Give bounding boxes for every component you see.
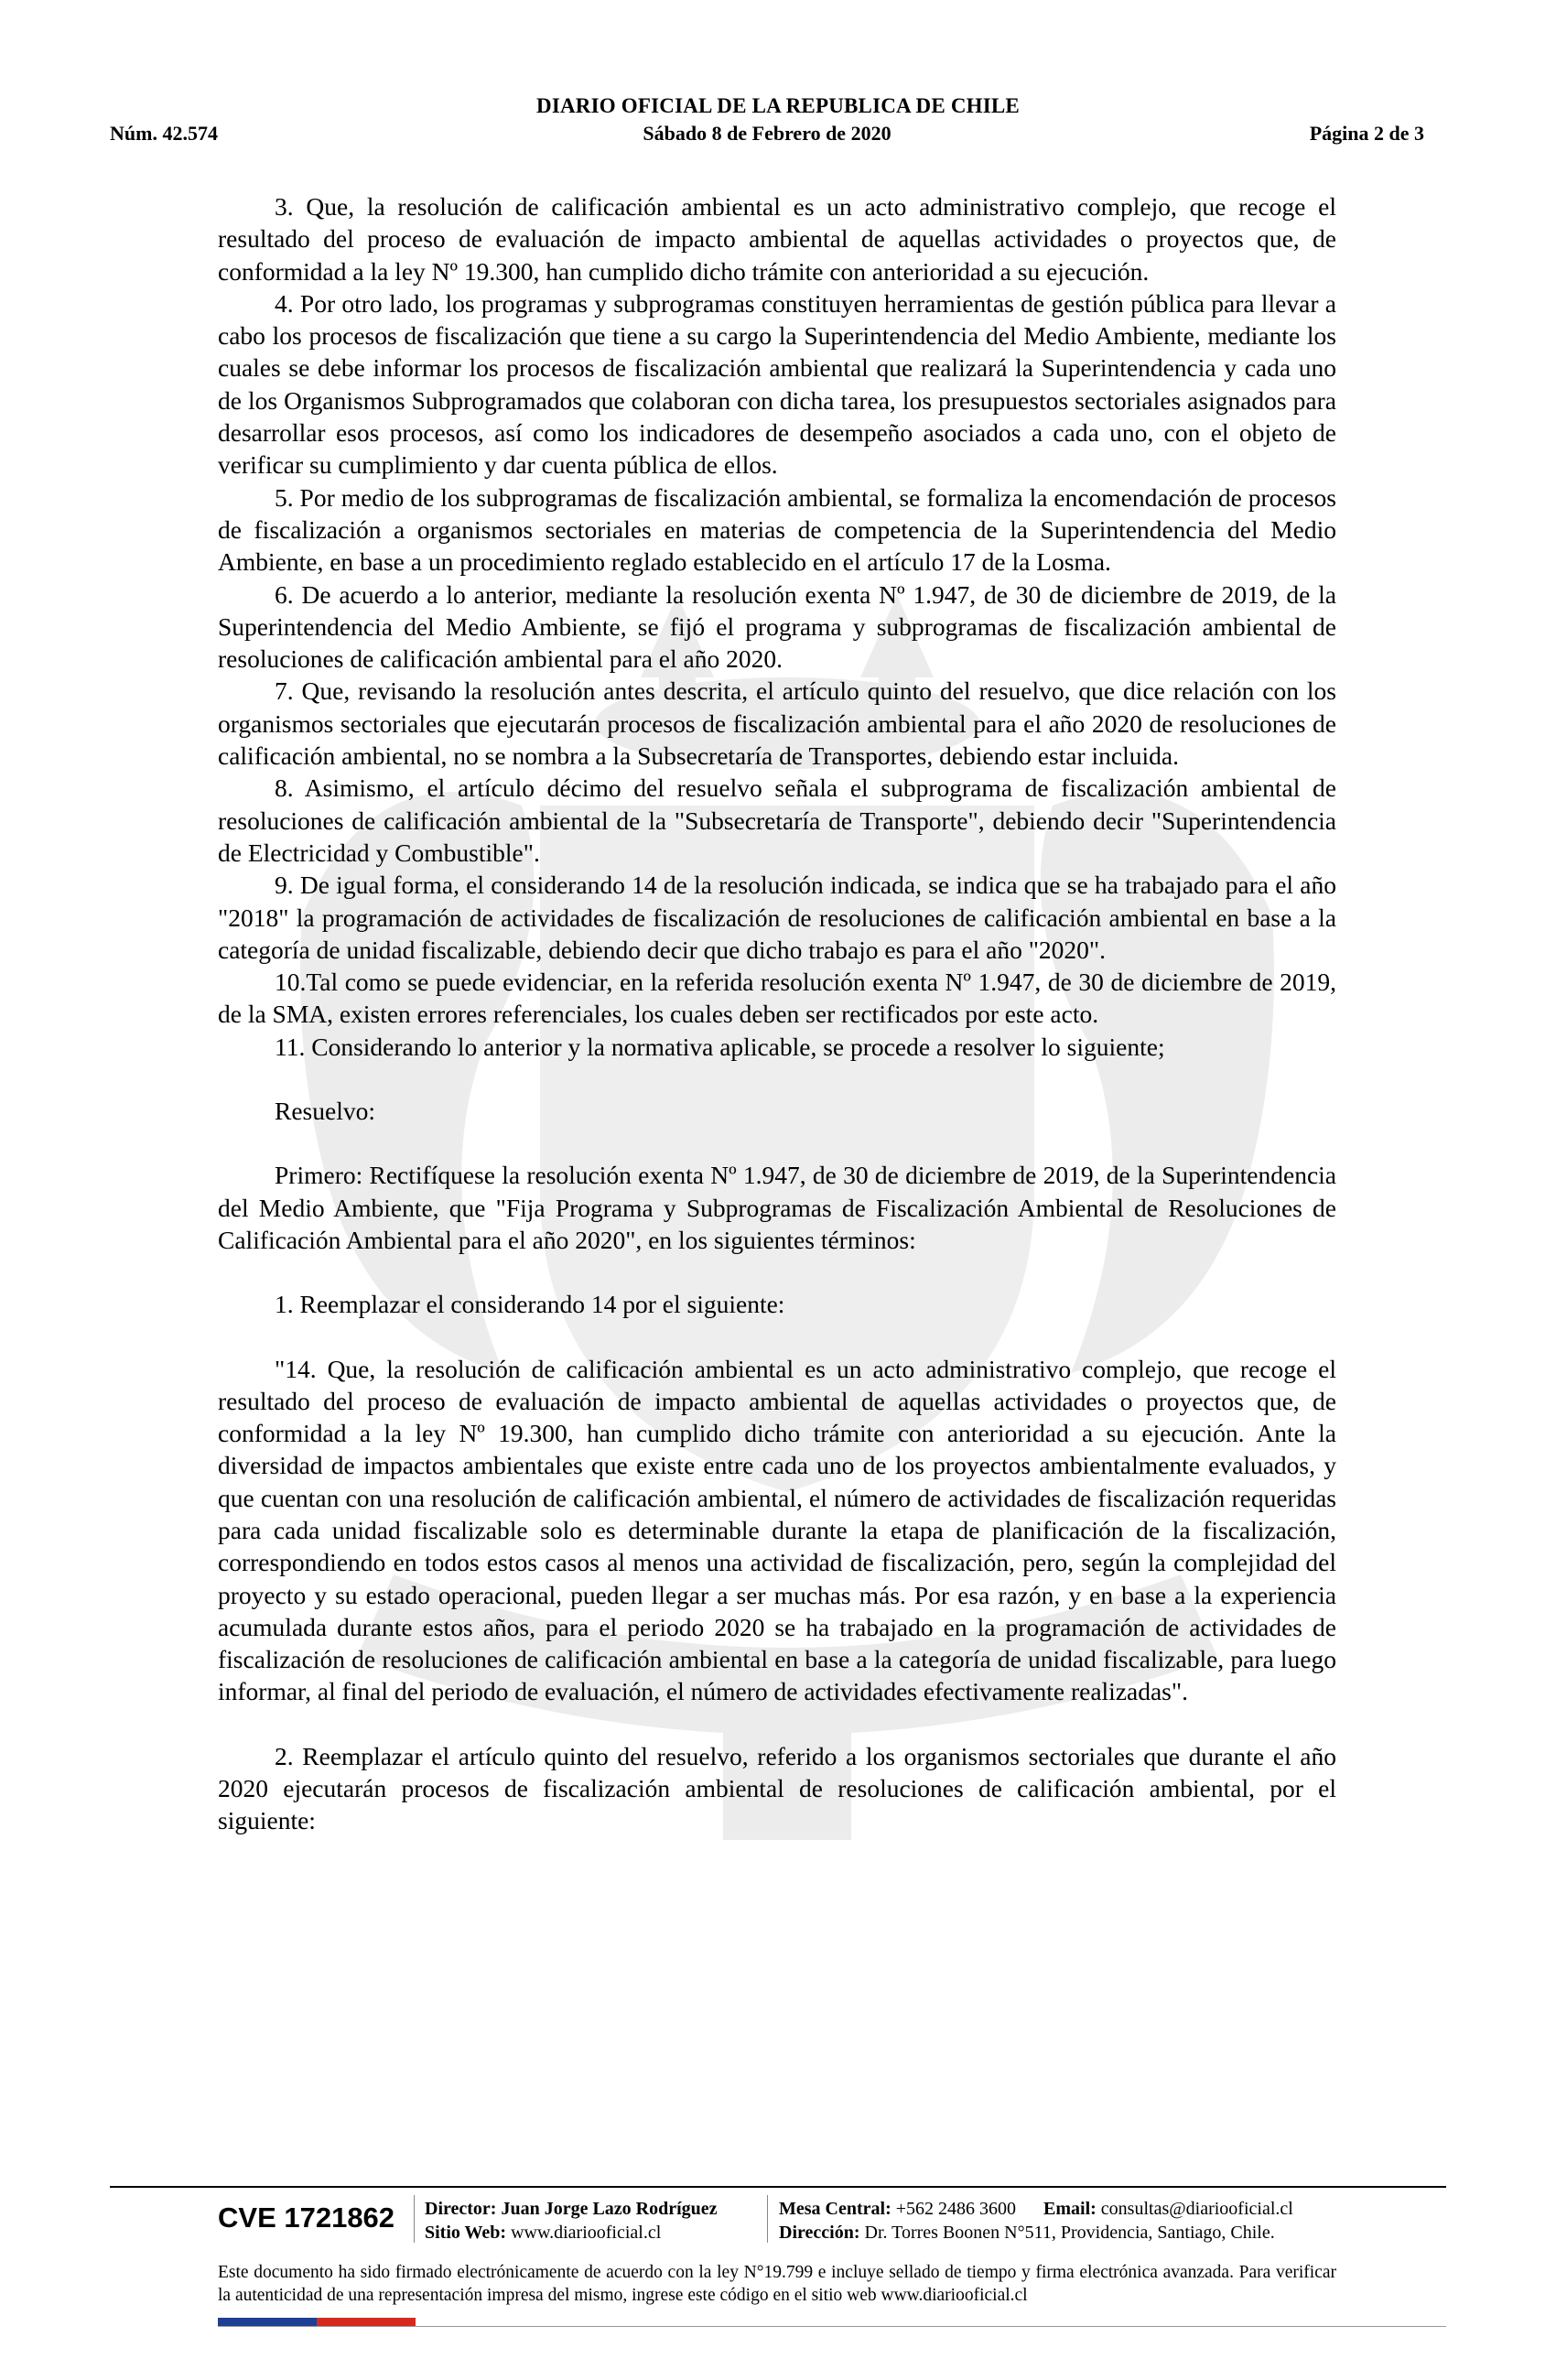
footer-director-column: [425, 2197, 718, 2245]
director-label: Director:: [425, 2199, 497, 2219]
footer-separator: [414, 2195, 415, 2243]
website-link[interactable]: www.diariooficial.cl: [511, 2223, 662, 2243]
document-body: [218, 190, 1336, 1837]
paragraph: 2. Reemplazar el artículo quinto del resuelvo, referido a los organismos sectoriales que durante el año 2020 ejecutarán procesos de fiscalización ambiental de resoluciones de calificación ambiental, por el siguiente:: [218, 1741, 1336, 1835]
director-name: Juan Jorge Lazo Rodríguez: [501, 2199, 718, 2219]
paragraph: 7. Que, revisando la resolución antes descrita, el artículo quinto del resuelvo, que dice relación con los organismos sectoriales que ejecutarán procesos de fiscalización ambiental para el año 2020 de resoluciones de calificación ambiental, no se nombra a la Subsecretaría de Transportes, debiendo estar incluida.: [218, 676, 1336, 771]
footer-divider: [110, 2186, 1446, 2188]
paragraph: Primero: Rectifíquese la resolución exenta Nº 1.947, de 30 de diciembre de 2019, de la Superintendencia del Medio Ambiente, que "Fija Programa y Subprogramas de Fiscalización Ambiental de Resoluciones de Calificación Ambiental para el año 2020", en los siguientes términos:: [218, 1161, 1336, 1254]
email-link[interactable]: consultas@diariooficial.cl: [1100, 2199, 1293, 2219]
chile-flag-stripe: [218, 2318, 416, 2326]
email-label: Email:: [1043, 2199, 1097, 2219]
resolution-heading: Resuelvo:: [275, 1097, 375, 1126]
paragraph: 8. Asimismo, el artículo décimo del resuelvo señala el subprograma de fiscalización ambiental de resoluciones de calificación ambiental de la "Subsecretaría de Transporte", debiendo decir "Superintendencia de Electricidad y Combustible".: [218, 774, 1336, 867]
website-label: Sitio Web:: [425, 2223, 507, 2243]
flag-red-segment: [317, 2318, 416, 2326]
paragraph: 1. Reemplazar el considerando 14 por el siguiente:: [275, 1290, 785, 1319]
paragraph: 10.Tal como se puede evidenciar, en la referida resolución exenta Nº 1.947, de 30 de diciembre de 2019, de la SMA, existen errores referenciales, los cuales deben ser rectificados por este acto.: [218, 968, 1336, 1029]
legal-notice: Este documento ha sido firmado electrónicamente de acuerdo con la ley N°19.799 e incluye sellado de tiempo y firma electrónica avanzada. Para verificar la autenticidad de una representación impresa del mismo, ingrese este código en el sitio web www.diariooficial.cl: [218, 2263, 1336, 2305]
bottom-divider: [218, 2326, 1446, 2327]
footer-separator: [767, 2195, 768, 2243]
flag-blue-segment: [218, 2318, 317, 2326]
gazette-title: DIARIO OFICIAL DE LA REPUBLICA DE CHILE: [536, 94, 1020, 117]
paragraph: 5. Por medio de los subprogramas de fiscalización ambiental, se formaliza la encomendación de procesos de fiscalización a organismos sectoriales en materias de competencia de la Superintendencia del Medio Ambiente, en base a un procedimiento reglado establecido en el artículo 17 de la Losma.: [218, 482, 1336, 577]
paragraph: 9. De igual forma, el considerando 14 de la resolución indicada, se indica que se ha trabajado para el año "2018" la programación de actividades de fiscalización de resoluciones de calificación ambiental en base a la categoría de unidad fiscalizable, debiendo decir que dicho trabajo es para el año "2020".: [218, 871, 1336, 964]
paragraph: 4. Por otro lado, los programas y subprogramas constituyen herramientas de gestión pública para llevar a cabo los procesos de fiscalización que tiene a su cargo la Superintendencia del Medio Ambiente, mediante los cuales se debe informar los procesos de fiscalización ambiental que realizará la Superintendencia y cada uno de los Organismos Subprogramados que colaboran con dicha tarea, los presupuestos sectoriales asignados para desarrollar esos procesos, así como los indicadores de desempeño asociados a cada uno, con el objeto de verificar su cumplimiento y dar cuenta pública de ellos.: [218, 288, 1336, 480]
paragraph: 6. De acuerdo a lo anterior, mediante la resolución exenta Nº 1.947, de 30 de diciembre de 2019, de la Superintendencia del Medio Ambiente, se fijó el programa y subprogramas de fiscalización ambiental de resoluciones de calificación ambiental para el año 2020.: [218, 579, 1336, 674]
footer-contact-column: [779, 2197, 1293, 2245]
header-meta-row: [110, 122, 1424, 149]
page-indicator: Página 2 de 3: [1309, 122, 1424, 145]
address-label: Dirección:: [779, 2223, 860, 2243]
phone-number: +562 2486 3600: [895, 2199, 1017, 2219]
phone-label: Mesa Central:: [779, 2199, 891, 2219]
paragraph: "14. Que, la resolución de calificación ambiental es un acto administrativo complejo, que recoge el resultado del proceso de evaluación de impacto ambiental de aquellas actividades o proyectos que, de conformidad a la ley Nº 19.300, han cumplido dicho trámite con anterioridad a su ejecución. Ante la diversidad de impactos ambientales que existe entre cada uno de los proyectos ambientalmente evaluados, y que cuentan con una resolución de calificación ambiental, el número de actividades de fiscalización requeridas para cada unidad fiscalizable solo es determinable durante la etapa de planificación de la fiscalización, correspondiendo en todos estos casos al menos una actividad de fiscalización, pero, según la complejidad del proyecto y su estado operacional, pueden llegar a ser muchas más. Por esa razón, y en base a la experiencia acumulada durante estos años, para el periodo 2020 se ha trabajado en la programación de actividades de fiscalización de resoluciones de calificación ambiental en base a la categoría de unidad fiscalizable, para luego informar, al final del periodo de evaluación, el número de actividades efectivamente realizadas".: [218, 1354, 1336, 1706]
address-text: Dr. Torres Boonen N°511, Providencia, Santiago, Chile.: [864, 2223, 1275, 2243]
issue-date: Sábado 8 de Febrero de 2020: [643, 122, 891, 145]
cve-code: CVE 1721862: [218, 2202, 395, 2234]
paragraph: 11. Considerando lo anterior y la normativa aplicable, se procede a resolver lo siguiente;: [275, 1032, 1165, 1061]
issue-number: Núm. 42.574: [110, 122, 218, 145]
paragraph: 3. Que, la resolución de calificación ambiental es un acto administrativo complejo, que recoge el resultado del proceso de evaluación de impacto ambiental de aquellas actividades o proyectos que, de conformidad a la ley Nº 19.300, han cumplido dicho trámite con anterioridad a su ejecución.: [218, 192, 1336, 286]
